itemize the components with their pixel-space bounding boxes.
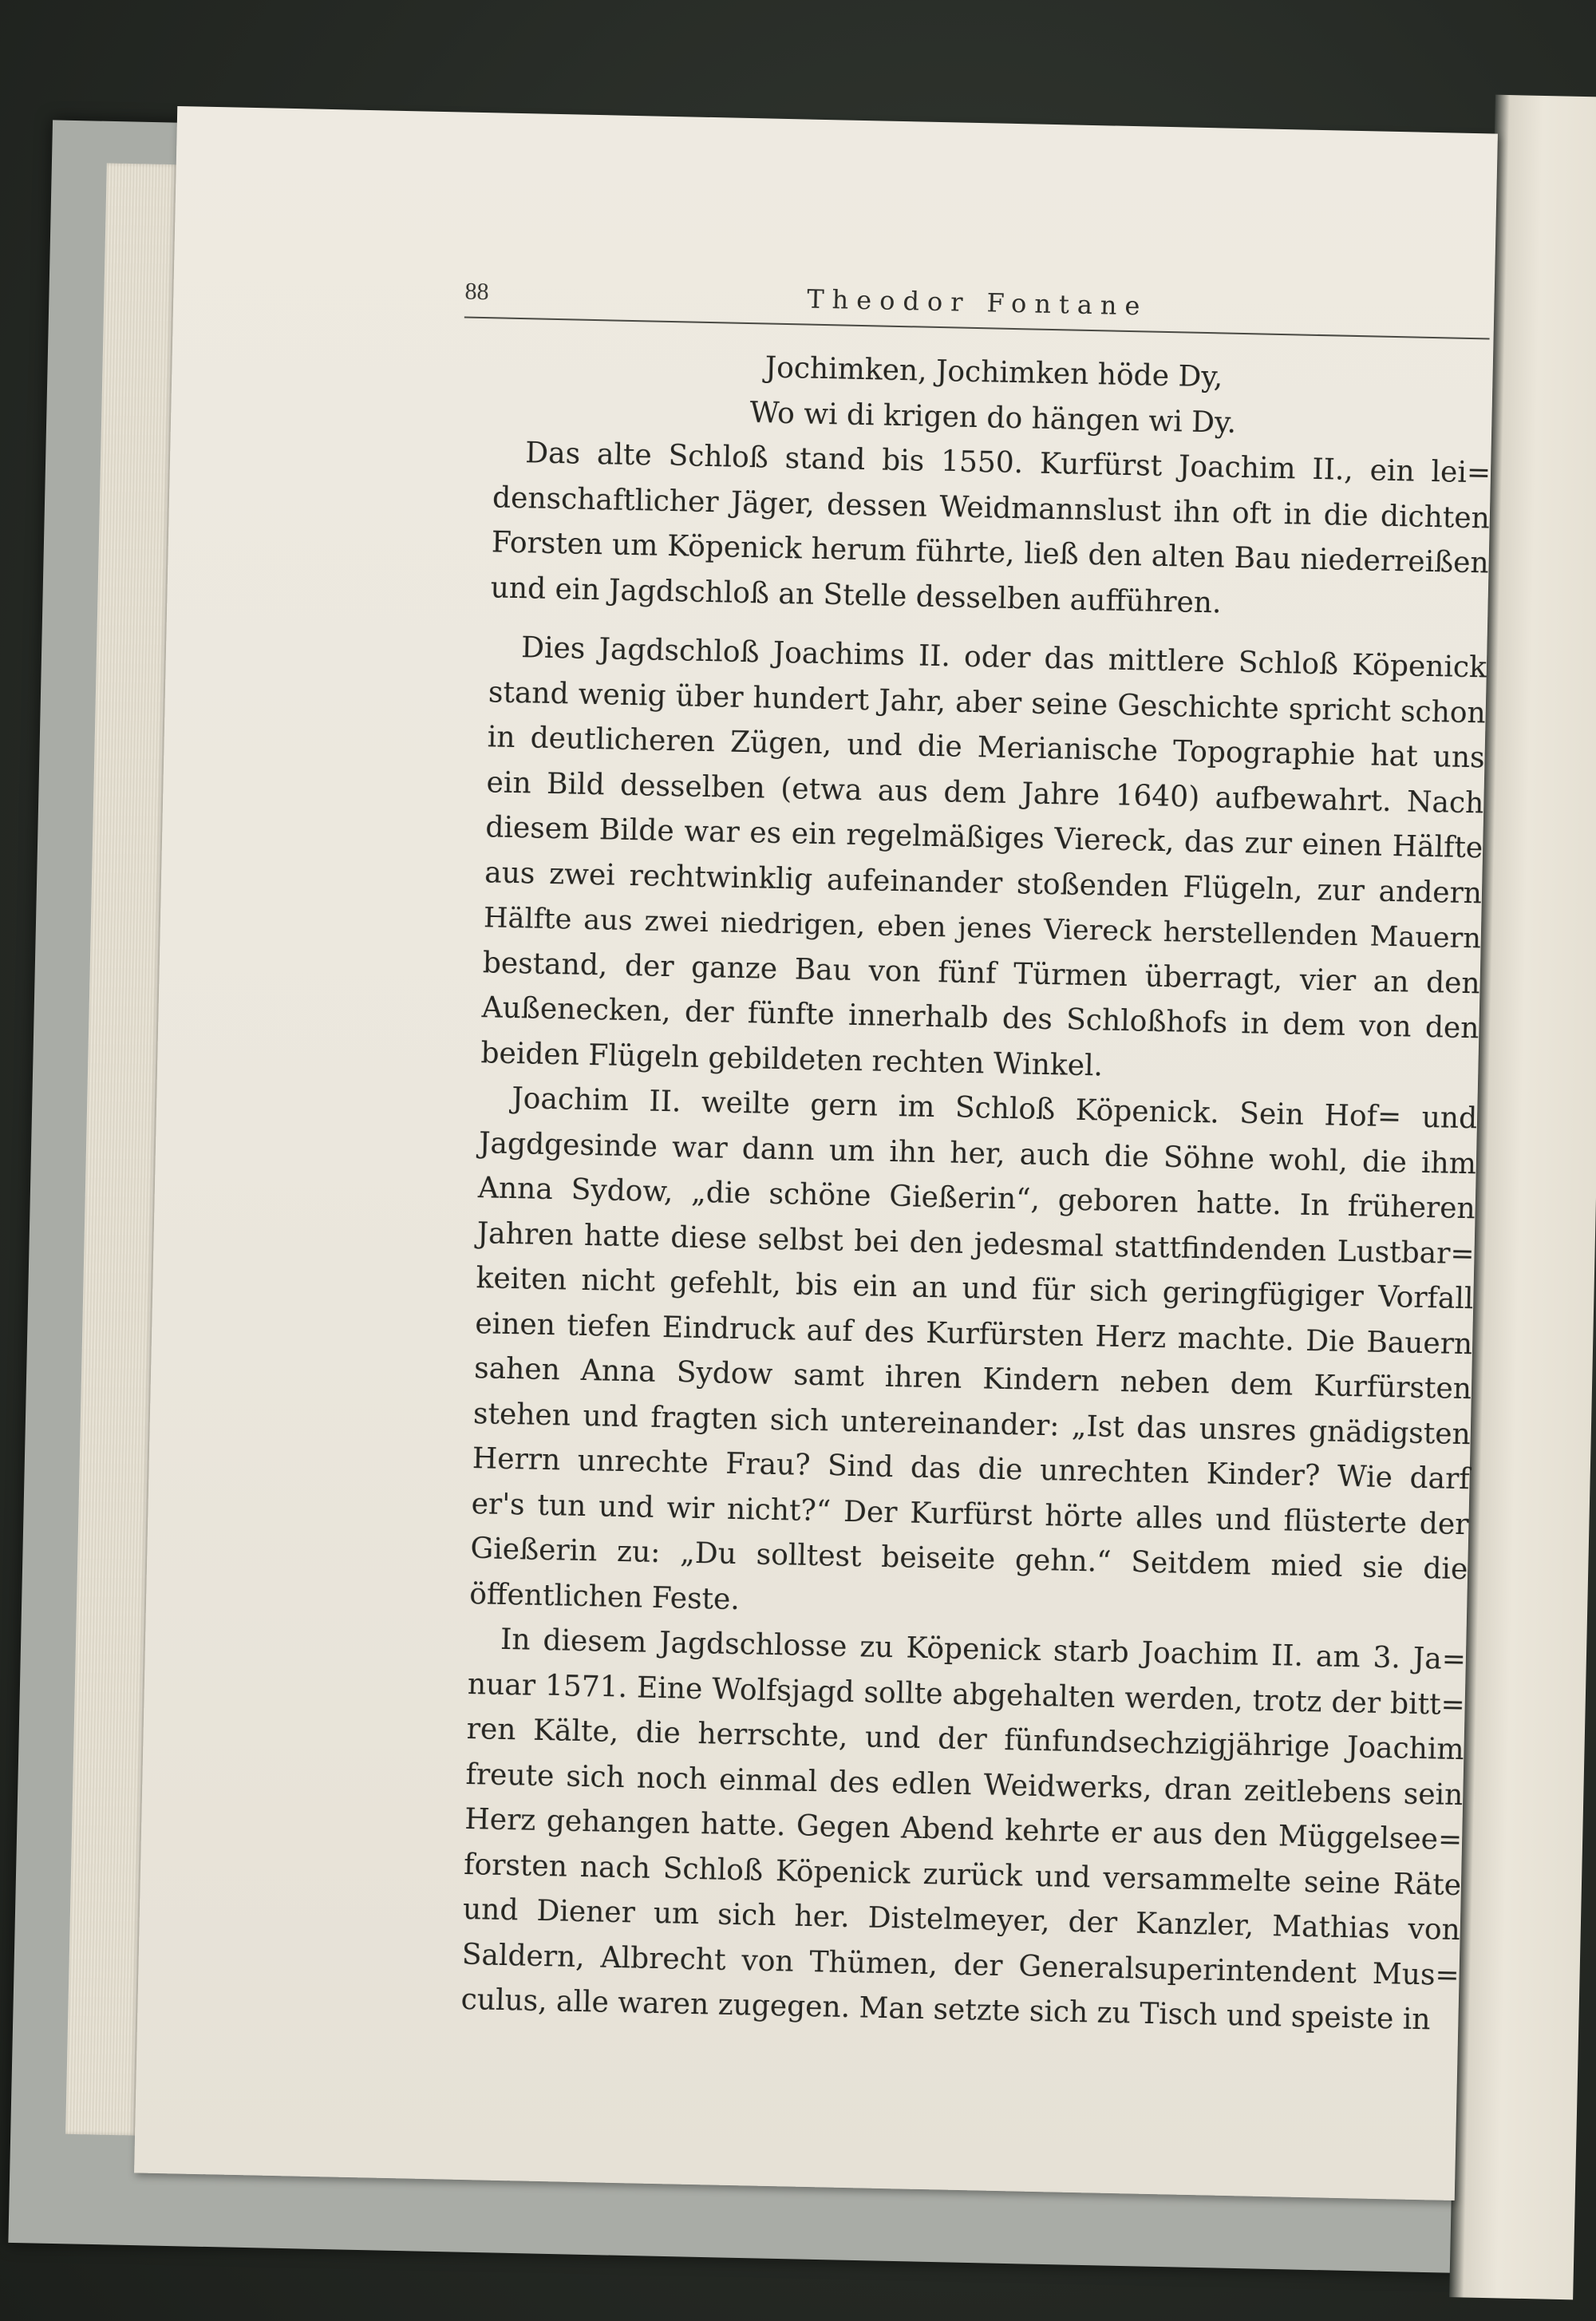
text-line: Dies Jagdschloß Joachims II. oder das mittlere Schloß Köpenick: [520, 631, 1487, 685]
text-line: diesem Bilde war es ein regelmäßiges Viereck, das zur einen Hälfte: [485, 811, 1483, 865]
paragraph: [458, 430, 1491, 632]
text-line: denschaftlicher Jäger, dessen Weidmannslust ihn oft in die dichten: [492, 480, 1491, 536]
text-line: culus, alle waren zugegen. Man setzte sich zu Tisch und speiste in: [460, 1983, 1431, 2037]
text-line: Herrn unrechte Frau? Sind das die unrechten Kinder? Wie darf: [472, 1442, 1471, 1497]
page-number: 88: [464, 278, 489, 306]
text-line: Außenecken, der fünfte innerhalb des Schloßhofs in dem von den: [481, 991, 1479, 1046]
text-line: Jahren hatte diese selbst bei den jedesmal stattfindenden Lustbar=: [476, 1216, 1475, 1271]
text-line: Herz gehangen hatte. Gegen Abend kehrte er aus den Müggelsee=: [464, 1802, 1463, 1857]
text-line: keiten nicht gefehlt, bis ein an und für sich geringfügiger Vorfall: [476, 1262, 1474, 1316]
paragraph: [448, 624, 1487, 1097]
body-text: [429, 340, 1493, 2044]
verse-line: Jochimken, Jochimken höde Dy,: [764, 351, 1223, 394]
text-line: sahen Anna Sydow samt ihren Kindern neben dem Kurfürsten: [473, 1352, 1472, 1406]
text-line: aus zwei rechtwinklig aufeinander stoßenden Flügeln, zur andern: [484, 856, 1483, 910]
text-line: Jagdgesinde war dann um ihn her, auch die Söhne wohl, die ihm: [478, 1126, 1477, 1180]
text-line: Joachim II. weilte gern im Schloß Köpenick. Sein Hof= und: [511, 1082, 1478, 1136]
running-head: Theodor Fontane: [806, 283, 1148, 322]
book-page: [134, 106, 1498, 2200]
text-line: stehen und fragten sich untereinander: „Ist das unsres gnädigsten: [472, 1397, 1472, 1451]
text-line: Forsten um Köpenick herum führte, ließ den alten Bau niederreißen: [491, 526, 1490, 580]
text-line: in deutlicheren Zügen, und die Merianische Topographie hat uns: [487, 721, 1485, 775]
paragraph: [437, 1075, 1478, 1638]
text-line: forsten nach Schloß Köpenick zurück und versammelte seine Räte: [463, 1848, 1462, 1902]
paragraphs: [429, 430, 1491, 2044]
verse-line: Wo wi di krigen do hängen wi Dy.: [749, 396, 1237, 440]
text-line: er's tun und wir nicht?“ Der Kurfürst hörte alles und flüsterte der: [471, 1487, 1469, 1541]
text-line: Hälfte aus zwei niedrigen, eben jenes Viereck herstellenden Mauern: [483, 902, 1482, 955]
text-line: ein Bild desselben (etwa aus dem Jahre 1640) aufbewahrt. Nach: [486, 765, 1484, 820]
text-line: beiden Flügeln gebildeten rechten Winkel.: [480, 1036, 1104, 1082]
text-line: einen tiefen Eindruck auf des Kurfürsten Herz machte. Die Bauern: [475, 1307, 1473, 1361]
page-header: [464, 272, 1491, 342]
text-line: ren Kälte, die herrschte, und der fünfundsechzigjährige Joachim: [466, 1712, 1464, 1767]
text-line: öffentlichen Feste.: [468, 1577, 741, 1616]
text-line: nuar 1571. Eine Wolfsjagd sollte abgehalten werden, trotz der bitt=: [467, 1667, 1466, 1722]
text-line: Gießerin zu: „Du solltest beiseite gehn.“ Seitdem mied sie die: [470, 1532, 1468, 1587]
text-line: stand wenig über hundert Jahr, aber seine Geschichte spricht schon: [488, 675, 1487, 730]
text-line: In diesem Jagdschlosse zu Köpenick starb Joachim II. am 3. Ja=: [500, 1623, 1467, 1677]
text-line: bestand, der ganze Bau von fünf Türmen überragt, vier an den: [482, 946, 1481, 1000]
text-line: Anna Sydow, „die schöne Gießerin“, geboren hatte. In früheren: [477, 1172, 1476, 1226]
text-line: Saldern, Albrecht von Thümen, der Generalsuperintendent Mus=: [461, 1938, 1460, 1992]
text-line: und ein Jagdschloß an Stelle desselben aufführen.: [490, 571, 1222, 619]
paragraph: [429, 1616, 1466, 2043]
text-line: und Diener um sich her. Distelmeyer, der Kanzler, Mathias von: [462, 1892, 1461, 1947]
text-line: freute sich noch einmal des edlen Weidwerks, dran zeitlebens sein: [465, 1758, 1464, 1812]
text-line: Das alte Schloß stand bis 1550. Kurfürst Joachim II., ein lei=: [524, 437, 1491, 490]
